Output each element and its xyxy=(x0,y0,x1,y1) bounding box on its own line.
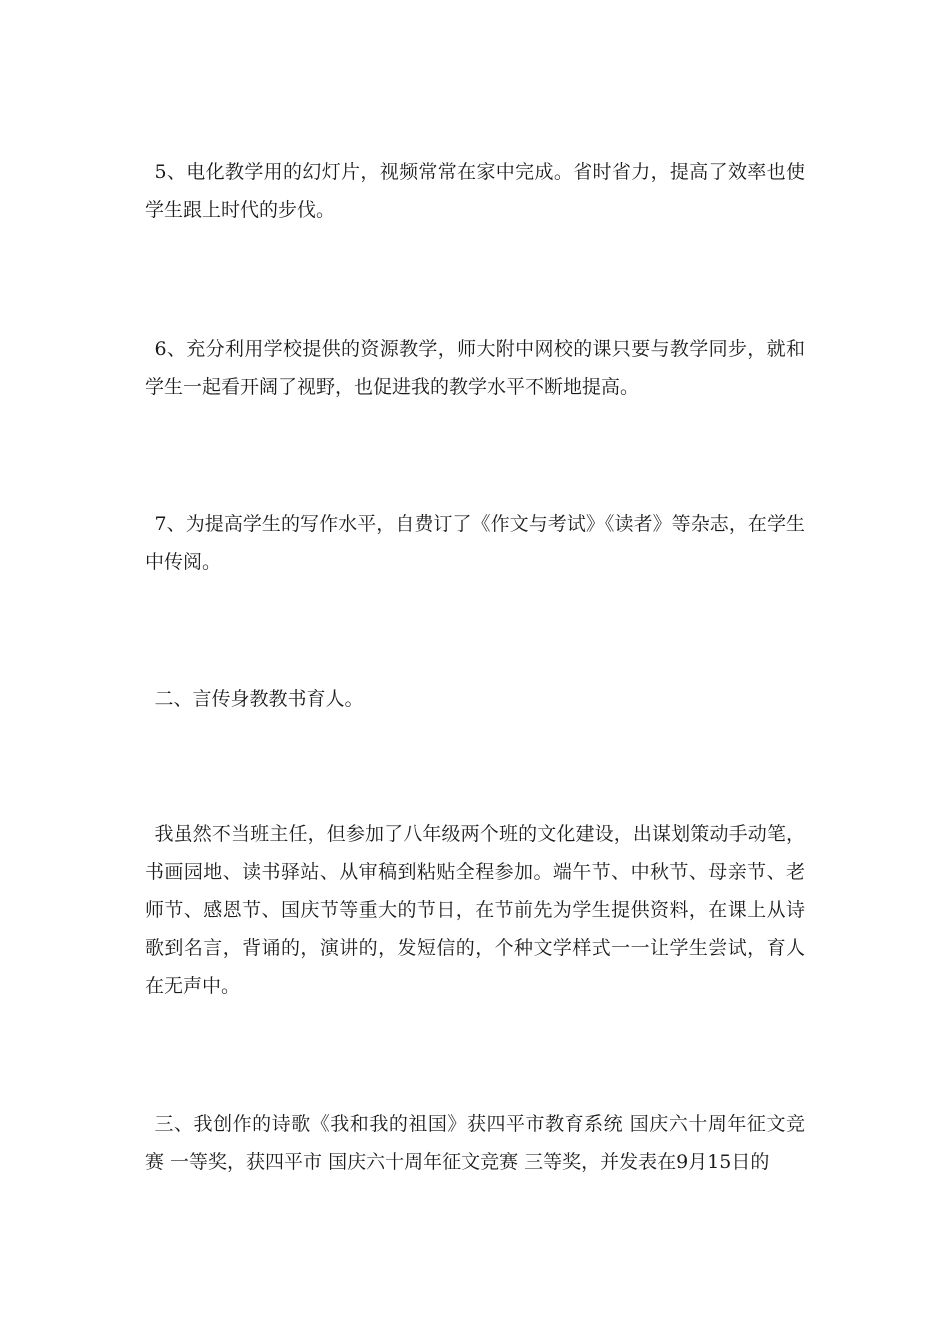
section-heading-2: 二、言传身教教书育人。 xyxy=(154,688,364,710)
paragraph-item-5: 5、电化教学用的幻灯片，视频常常在家中完成。省时省力，提高了效率也使学生跟上时代的步伐。 xyxy=(145,161,805,221)
paragraph-item-6: 6、充分利用学校提供的资源教学，师大附中网校的课只要与教学同步，就和学生一起看开阔了视野，也促进我的教学水平不断地提高。 xyxy=(145,338,805,398)
section-heading-3: 三、我创作的诗歌《我和我的祖国》获四平市教育系统 国庆六十周年征文竞赛 一等奖，获四平市 国庆六十周年征文竞赛 三等奖，并发表在9月15日的 xyxy=(145,1113,805,1173)
paragraph-body: 我虽然不当班主任，但参加了八年级两个班的文化建设，出谋划策动手动笔，书画园地、读书驿站、从审稿到粘贴全程参加。端午节、中秋节、母亲节、老师节、感恩节、国庆节等重大的节日，在节前先为学生提供资料，在课上从诗歌到名言，背诵的，演讲的，发短信的，个种文学样式一一让学生尝试，育人在无声中。 xyxy=(145,823,805,997)
paragraph-item-7: 7、为提高学生的写作水平，自费订了《作文与考试》《读者》等杂志，在学生中传阅。 xyxy=(145,513,805,573)
